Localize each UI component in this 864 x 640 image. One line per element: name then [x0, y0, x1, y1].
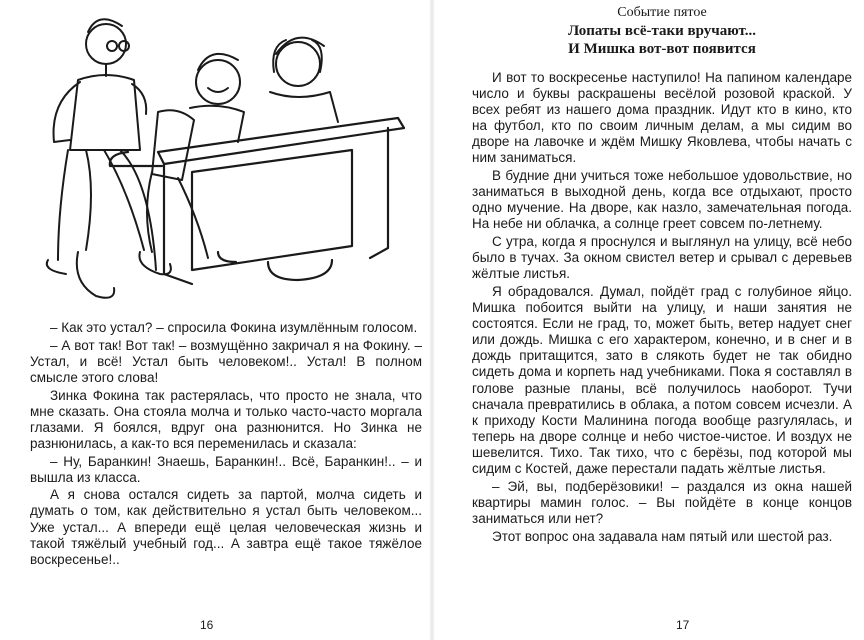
- page-number-left: 16: [200, 618, 214, 632]
- chapter-title-line-1: Лопаты всё-таки вручают...: [567, 23, 757, 39]
- paragraph: – Как это устал? – спросила Фокина изумлённым голосом.: [50, 320, 418, 335]
- chapter-heading: [512, 4, 812, 58]
- left-page-text: [30, 320, 422, 569]
- paragraph: И вот то воскресенье наступило! На папином календаре число и буквы раскрашены весёлой розовой краской. У всех ребят из нашего дома праздник. Идут кто в кино, кто на футбол, кто по своим личным делам, а мы сидим во дворе на лавочке и ждём Мишку Яковлева, чтобы начать с ним заниматься.: [472, 70, 852, 166]
- paragraph: А я снова остался сидеть за партой, молча сидеть и думать о том, как действительно я устал быть человеком... Уже устал... А впереди ещё целая человеческая жизнь и такой тяжёлый учебный год... А завтра ещё такое тяжёлое воскресенье!..: [30, 487, 422, 567]
- page-number-right: 17: [676, 618, 690, 632]
- paragraph: – Ну, Баранкин! Знаешь, Баранкин!.. Всё, Баранкин!.. – и вышла из класса.: [30, 453, 422, 485]
- paragraph: – А вот так! Вот так! – возмущённо закричал я на Фокину. – Устал, и всё! Устал быть человеком!.. Устал! В полном смысле этого слова!: [30, 337, 422, 385]
- paragraph: В будние дни учиться тоже небольшое удовольствие, но заниматься в выходной день, когда все отдыхают, просто одно мучение. На дворе, как назло, замечательная погода. На небе ни облачка, а солнце греет совсем по-летнему.: [472, 168, 852, 232]
- boy-right-figure: [270, 38, 338, 122]
- paragraph: Этот вопрос она задавала нам пятый или шестой раз.: [492, 528, 833, 544]
- illustration-classroom-desk: [8, 2, 408, 314]
- boy-middle-figure: [147, 54, 244, 258]
- paragraph: Зинка Фокина так растерялась, что просто не знала, что мне сказать. Она стояла молча и только часто-часто моргала глазами. Я боялся, вдруг она разнюнится. Но Зинка не разнюнилась, а как-то вся переменилась и сказала:: [30, 387, 422, 451]
- right-page: [432, 0, 864, 640]
- chapter-title-line-2: И Мишка вот-вот появится: [568, 41, 756, 57]
- chapter-label: Событие пятое: [617, 5, 707, 20]
- paragraph: С утра, когда я проснулся и выглянул на улицу, всё небо было в тучах. За окном свистел ветер и срывал с деревьев жёлтые листья.: [472, 234, 852, 282]
- school-desk: [110, 118, 404, 284]
- paragraph: – Эй, вы, подберёзовики! – раздался из окна нашей квартиры мамин голос. – Вы пойдёте в конце концов заниматься или нет?: [472, 478, 852, 526]
- paragraph: Я обрадовался. Думал, пойдёт град с голубиное яйцо. Мишка побоится выйти на улицу, и наши занятия не состоятся. Если не град, то, может быть, ветер надует снег или дождь. Мишка с его характером, конечно, и в снег и в дождь притащится, зато в слякоть будет не так обидно сидеть дома и корпеть над учебниками. Пока я составлял в голове разные планы, всё получилось наоборот. Тучи сначала превратились в облака, а потом совсем исчезли. А к приходу Кости Малинина погода вообще разгулялась, и теперь на дворе солнце и небо чистое-чистое. И воздух не шевелится. Тихо. Так тихо, что с берёзы, под которой мы сидим с Костей, даже перестали падать жёлтые листья.: [472, 284, 852, 477]
- girl-figure: [47, 19, 171, 298]
- right-page-text: [472, 70, 852, 546]
